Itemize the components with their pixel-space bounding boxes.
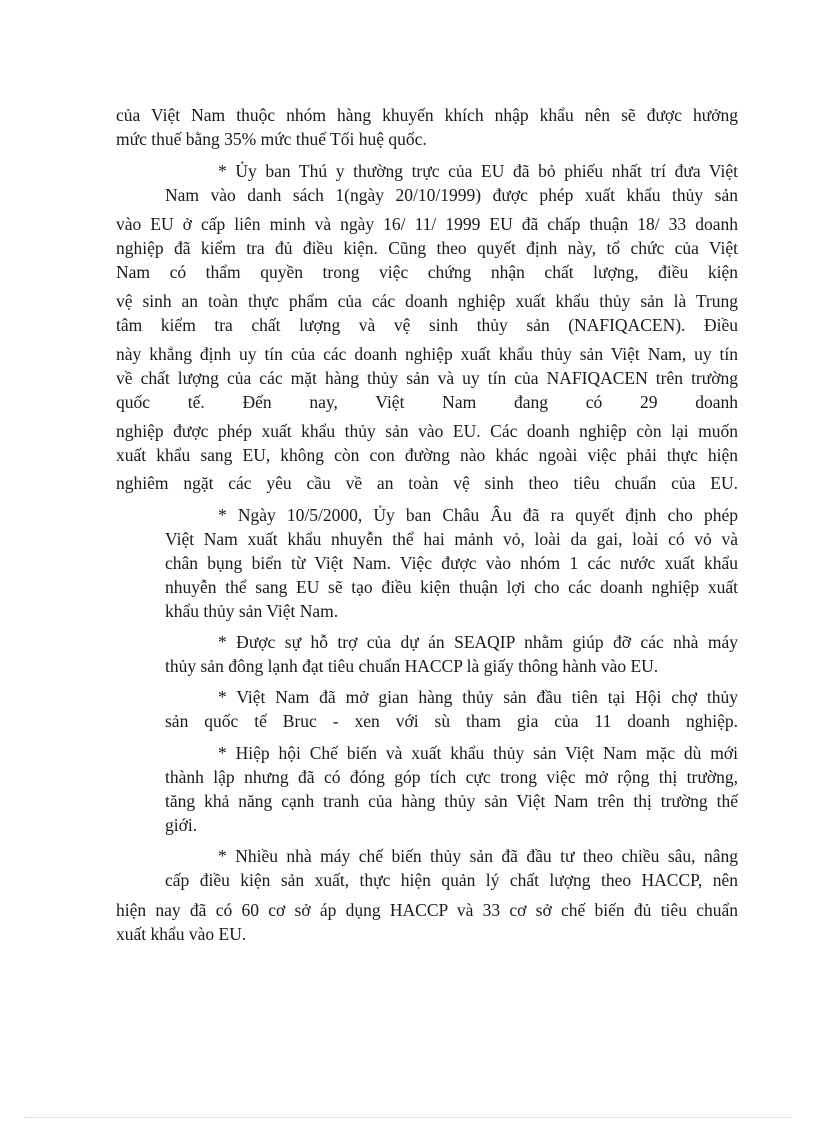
bullet-line: * Việt Nam đã mở gian hàng thủy sản đầu tiên tại Hội chợ thủy [218, 687, 738, 707]
bullet-line: * Ngày 10/5/2000, Ủy ban Châu Âu đã ra quyết định cho phép [218, 505, 738, 525]
bullet-line: * Được sự hỗ trợ của dự án SEAQIP nhằm giúp đỡ các nhà máy [218, 632, 738, 652]
text-line: Nam vào danh sách 1(ngày 20/10/1999) được phép xuất khẩu thủy sản [165, 185, 738, 205]
bullet-line: * Hiệp hội Chế biến và xuất khẩu thủy sản Việt Nam mặc dù mới [218, 743, 738, 763]
text-line: hiện nay đã có 60 cơ sở áp dụng HACCP và 33 cơ sở chế biến đủ tiêu chuẩn [116, 900, 738, 920]
text-line: thủy sản đông lạnh đạt tiêu chuẩn HACCP là giấy thông hành vào EU. [165, 656, 659, 676]
text-line: này khẳng định uy tín của các doanh nghiệp xuất khẩu thủy sản Việt Nam, uy tín [116, 344, 738, 364]
text-line: Việt Nam xuất khẩu nhuyễn thể hai mảnh vỏ, loài da gai, loài có vỏ và [165, 529, 738, 549]
bullet-line: * Ủy ban Thú y thường trực của EU đã bỏ phiếu nhất trí đưa Việt [218, 161, 738, 181]
text-line: tăng khả năng cạnh tranh của hàng thủy sản Việt Nam trên thị trường thế [165, 791, 738, 811]
text-line: nghiêm ngặt các yêu cầu về an toàn vệ sinh theo tiêu chuẩn của EU. [116, 473, 738, 493]
text-line: xuất khẩu sang EU, không còn con đường nào khác ngoài việc phải thực hiện [116, 445, 738, 465]
text-line: vệ sinh an toàn thực phẩm của các doanh nghiệp xuất khẩu thủy sản là Trung [116, 291, 738, 311]
text-line: giới. [165, 815, 198, 835]
text-line: tâm kiểm tra chất lượng và vệ sinh thủy sản (NAFIQACEN). Điều [116, 315, 738, 335]
text-line: sản quốc tế Bruc - xen với sù tham gia của 11 doanh nghiệp. [165, 711, 738, 731]
text-line: thành lập nhưng đã có đóng góp tích cực trong việc mở rộng thị trường, [165, 767, 738, 787]
text-line: khẩu thủy sản Việt Nam. [165, 601, 339, 621]
text-line: nghiệp đã kiểm tra đủ điều kiện. Cũng theo quyết định này, tổ chức của Việt [116, 238, 738, 258]
text-line: nhuyễn thể sang EU sẽ tạo điều kiện thuận lợi cho các doanh nghiệp xuất [165, 577, 738, 597]
text-line: mức thuế bằng 35% mức thuế Tối huệ quốc. [116, 129, 427, 149]
text-line: quốc tế. Đến nay, Việt Nam đang có 29 doanh [116, 392, 738, 412]
text-line: Nam có thẩm quyền trong việc chứng nhận chất lượng, điều kiện [116, 262, 738, 282]
text-line: chân bụng biển từ Việt Nam. Việc được vào nhóm 1 các nước xuất khẩu [165, 553, 738, 573]
page-bottom-divider [24, 1117, 792, 1118]
text-line: nghiệp được phép xuất khẩu thủy sản vào EU. Các doanh nghiệp còn lại muốn [116, 421, 738, 441]
bullet-line: * Nhiều nhà máy chế biến thủy sản đã đầu tư theo chiều sâu, nâng [218, 846, 738, 866]
text-line: cấp điều kiện sản xuất, thực hiện quản lý chất lượng theo HACCP, nên [165, 870, 738, 890]
text-line: vào EU ở cấp liên minh và ngày 16/ 11/ 1999 EU đã chấp thuận 18/ 33 doanh [116, 214, 738, 234]
text-line: về chất lượng của các mặt hàng thủy sản và uy tín của NAFIQACEN trên trường [116, 368, 738, 388]
text-line: của Việt Nam thuộc nhóm hàng khuyến khích nhập khẩu nên sẽ được hưởng [116, 105, 738, 125]
text-line: xuất khẩu vào EU. [116, 924, 247, 944]
